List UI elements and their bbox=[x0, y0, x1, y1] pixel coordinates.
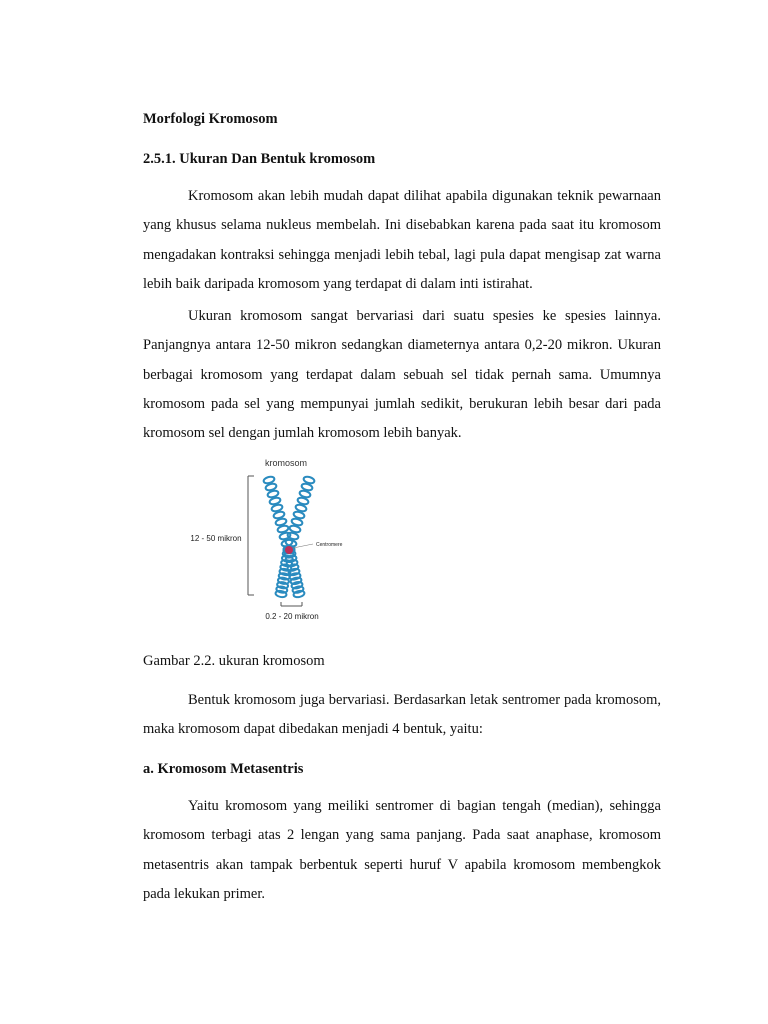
paragraph-2-text: Ukuran kromosom sangat bervariasi dari suatu spesies ke spesies lainnya. Panjangnya antara 12-50 mikron sedangkan diameternya antara 0,2-20 mikron. Ukuran berbagai kromosom yang terdapat dalam sebuah sel tidak pernah sama. Umumnya kromosom pada sel yang mempunyai jumlah sedikit, berukuran lebih besar dari pada kromosom sel dengan jumlah kromosom lebih banyak. bbox=[143, 308, 661, 442]
length-bracket bbox=[248, 476, 254, 595]
chromatid-arms bbox=[263, 476, 315, 599]
chromosome-figure bbox=[183, 452, 343, 628]
paragraph-1-text: Kromosom akan lebih mudah dapat dilihat apabila digunakan teknik pewarnaan yang khusus selama nukleus membelah. Ini disebabkan karena pada saat itu kromosom mengadakan kontraksi sehingga menjadi lebih tebal, lagi pula dapat mengisap zat warna lebih baik daripada kromosom yang terdapat di dalam inti istirahat. bbox=[143, 188, 661, 292]
figure-caption: Gambar 2.2. ukuran kromosom bbox=[143, 653, 325, 669]
length-label: 12 - 50 mikron bbox=[190, 534, 242, 543]
upper-left-chromatid bbox=[263, 476, 295, 555]
paragraph-2 bbox=[143, 302, 661, 448]
chromatid-coil bbox=[275, 590, 287, 598]
diameter-label: 0.2 - 20 mikron bbox=[265, 612, 319, 621]
paragraph-4 bbox=[143, 792, 661, 909]
subheading-metasentris: a. Kromosom Metasentris bbox=[143, 761, 304, 777]
centromere-label: Centromere bbox=[316, 542, 343, 548]
section-heading: 2.5.1. Ukuran Dan Bentuk kromosom bbox=[143, 151, 376, 167]
paragraph-4-text: Yaitu kromosom yang meiliki sentromer di bagian tengah (median), sehingga kromosom terbagi atas 2 lengan yang sama panjang. Pada saat anaphase, kromosom metasentris akan tampak berbentuk seperti huruf V apabila kromosom membengkok pada lekukan primer. bbox=[143, 798, 661, 902]
figure-title: kromosom bbox=[264, 458, 308, 468]
centromere-marker bbox=[285, 546, 293, 554]
paragraph-3-text: Bentuk kromosom juga bervariasi. Berdasarkan letak sentromer pada kromosom, maka kromosom dapat dibedakan menjadi 4 bentuk, yaitu: bbox=[143, 692, 661, 738]
paragraph-3 bbox=[143, 686, 661, 745]
upper-right-chromatid bbox=[283, 476, 315, 555]
diameter-bracket bbox=[281, 602, 302, 606]
chromatid-coil bbox=[293, 590, 305, 598]
document-title: Morfologi Kromosom bbox=[143, 111, 278, 127]
paragraph-1 bbox=[143, 182, 661, 299]
